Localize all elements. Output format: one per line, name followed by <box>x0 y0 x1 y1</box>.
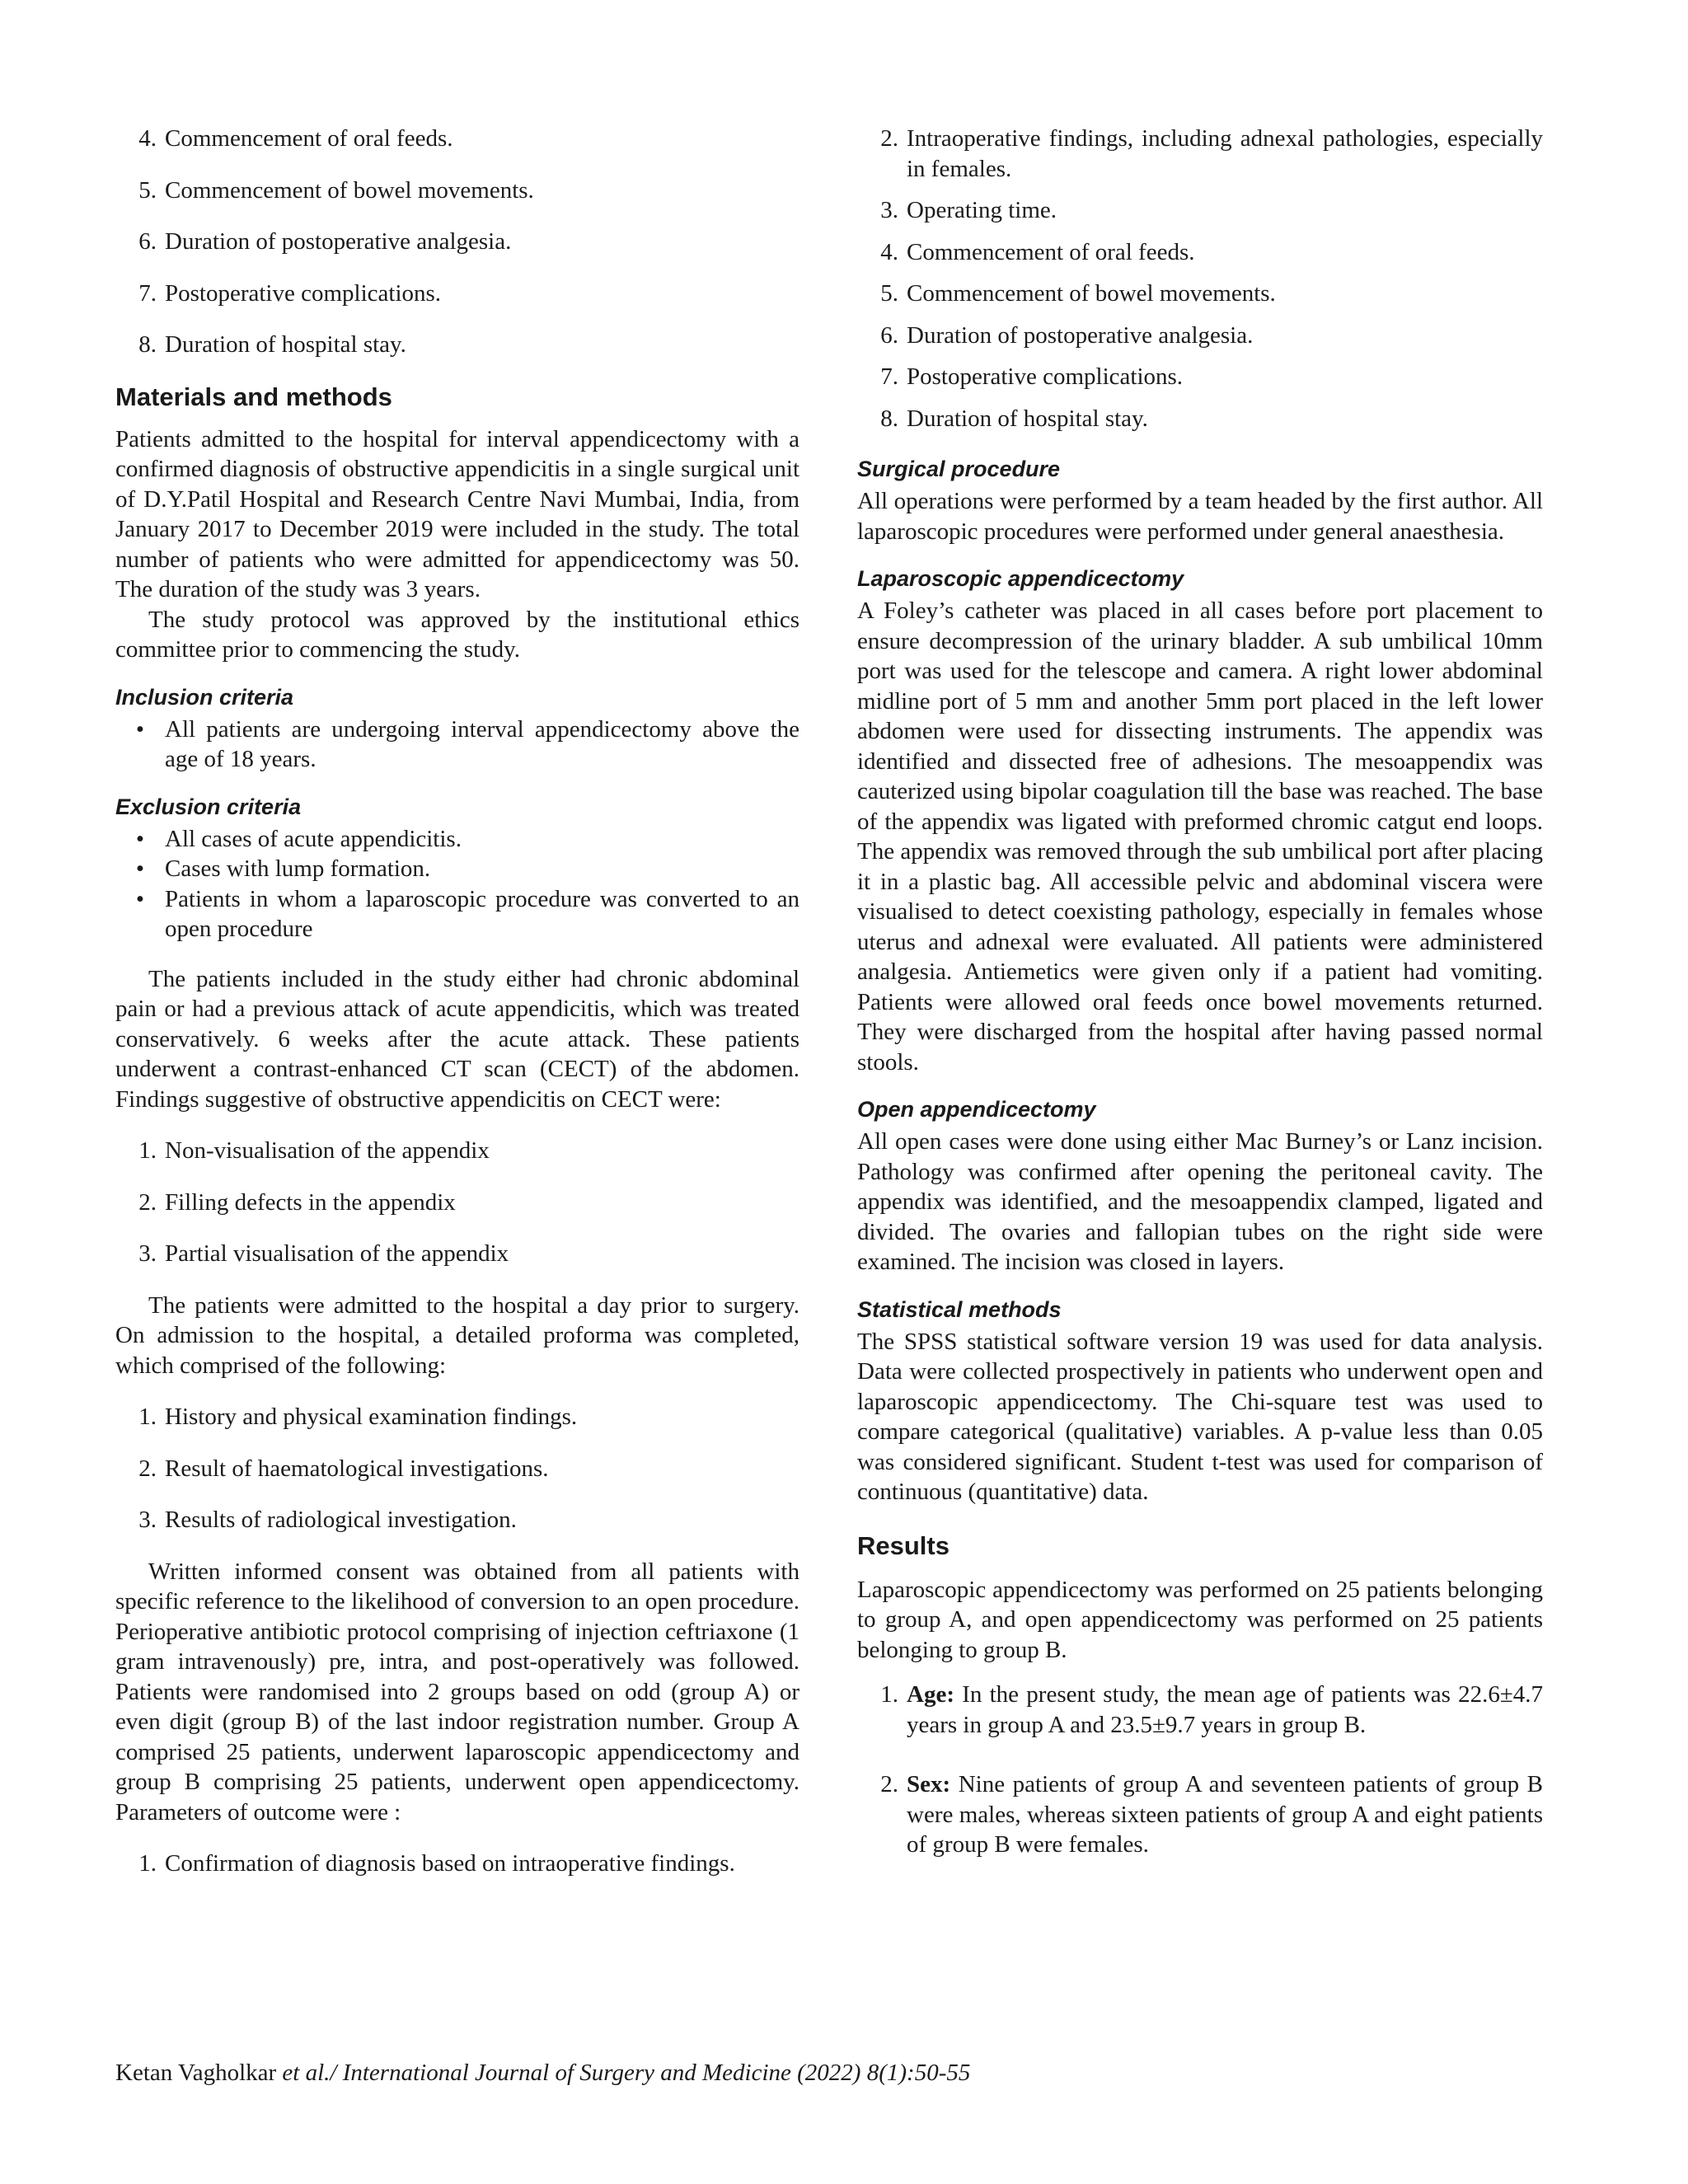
subheading-surgical-procedure: Surgical procedure <box>857 457 1061 481</box>
subheading-laparoscopic: Laparoscopic appendicectomy <box>857 566 1184 591</box>
outcome-list-continued <box>857 124 1543 434</box>
list-item: 7. Postoperative complications. <box>138 279 442 307</box>
proforma-list <box>115 1402 799 1535</box>
list-item: 5. Commencement of bowel movements. <box>880 280 1276 307</box>
list-item: • All cases of acute appendicitis. <box>135 825 462 852</box>
outcome-list <box>115 1849 799 1879</box>
left-column <box>115 124 799 1900</box>
list-item: • All patients are undergoing interval appendicectomy above the age of 18 years. <box>135 715 799 772</box>
outcome-list-continued <box>115 124 799 360</box>
list-item: 8. Duration of hospital stay. <box>880 405 1148 432</box>
ethics-paragraph: The study protocol was approved by the institutional ethics committee prior to commencing the study. <box>115 606 799 663</box>
list-item: 3. Operating time. <box>880 197 1057 223</box>
subheading-open: Open appendicectomy <box>857 1097 1096 1122</box>
exclusion-list <box>115 824 799 944</box>
list-item: 8. Duration of hospital stay. <box>138 331 406 358</box>
results-paragraph: Laparoscopic appendicectomy was performed on 25 patients belonging to group A, and open appendicectomy was performed on 25 patients belonging to group B. <box>857 1576 1543 1663</box>
materials-paragraph: Patients admitted to the hospital for interval appendicectomy with a confirmed diagnosis of obstructive appendicitis in a single surgical unit of D.Y.Patil Hospital and Research Centre Navi Mumbai, India, from January 2017 to December 2019 were included in the study. The total number of patients who were admitted for appendicectomy was 50. The duration of the study was 3 years. <box>115 425 799 602</box>
list-item: 7. Postoperative complications. <box>880 363 1184 390</box>
footer-etal: et al. <box>282 2060 331 2086</box>
list-item: 4. Commencement of oral feeds. <box>138 125 453 152</box>
list-item: 2. Intraoperative findings, including adnexal pathologies, especially in females. <box>880 125 1543 182</box>
list-item: 1. History and physical examination findings. <box>138 1404 578 1430</box>
list-item: 1. Confirmation of diagnosis based on intraoperative findings. <box>138 1850 735 1877</box>
right-column <box>857 124 1543 1860</box>
page-footer <box>115 2058 970 2088</box>
list-item: 2. Filling defects in the appendix <box>138 1188 456 1216</box>
list-item: 1. Non-visualisation of the appendix <box>138 1137 490 1164</box>
section-heading-materials: Materials and methods <box>115 382 392 411</box>
footer-journal: / International Journal of Surgery and Medicine (2022) 8(1):50-55 <box>330 2060 971 2086</box>
admission-paragraph: The patients were admitted to the hospital a day prior to surgery. On admission to the hospital, a detailed proforma was completed, which comprised of the following: <box>115 1291 799 1379</box>
patients-paragraph: The patients included in the study either had chronic abdominal pain or had a previous attack of acute appendicitis, which was treated conservatively. 6 weeks after the acute attack. These patients underwent a contrast-enhanced CT scan (CECT) of the abdomen. Findings suggestive of obstructive appendicitis on CECT were: <box>115 965 799 1113</box>
list-item: 2. Sex: Nine patients of group A and seventeen patients of group B were males, whereas sixteen patients of group A and eight patients of group B were females. <box>880 1771 1544 1858</box>
footer-author: Ketan Vagholkar <box>115 2060 277 2086</box>
subheading-exclusion: Exclusion criteria <box>115 794 302 819</box>
list-item: 5. Commencement of bowel movements. <box>138 176 534 204</box>
statistical-paragraph: The SPSS statistical software version 19 was used for data analysis. Data were collected prospectively in patients who underwent open and laparoscopic appendicectomy. The Chi-square test was used to compare categorical (qualitative) variables. A p-value less than 0.05 was considered significant. Student t-test was used for comparison of continuous (quantitative) data. <box>857 1328 1543 1505</box>
list-item: 6. Duration of postoperative analgesia. <box>880 321 1254 349</box>
subheading-inclusion: Inclusion criteria <box>115 684 294 710</box>
list-item: 2. Result of haematological investigations. <box>138 1455 549 1482</box>
subheading-statistical: Statistical methods <box>857 1296 1062 1322</box>
consent-paragraph: Written informed consent was obtained from all patients with specific reference to the likelihood of conversion to an open procedure. Perioperative antibiotic protocol comprising of injection ceftriaxone (1 gram intravenously) pre, intra, and post-operatively was followed. Patients were randomised into 2 groups based on odd (group A) or even digit (group B) of the last indoor registration number. Group A comprised 25 patients, underwent laparoscopic appendicectomy and group B comprising 25 patients, underwent open appendicectomy. Parameters of outcome were : <box>115 1558 799 1825</box>
list-item: 6. Duration of postoperative analgesia. <box>138 228 512 255</box>
inclusion-list <box>115 715 799 775</box>
list-item: • Cases with lump formation. <box>135 855 431 882</box>
open-paragraph: All open cases were done using either Mac Burney’s or Lanz incision. Pathology was confirmed after opening the peritoneal cavity. The appendix was identified, and the mesoappendix clamped, ligated and divided. The ovaries and fallopian tubes on the right side were examined. The incision was closed in layers. <box>857 1128 1543 1275</box>
list-item: 4. Commencement of oral feeds. <box>880 238 1195 265</box>
list-item: 3. Partial visualisation of the appendix <box>138 1240 509 1267</box>
cect-findings-list <box>115 1136 799 1269</box>
surgical-paragraph: All operations were performed by a team headed by the first author. All laparoscopic procedures were performed under general anaesthesia. <box>857 488 1543 545</box>
list-item: 1. Age: In the present study, the mean age of patients was 22.6±4.7 years in group A and 23.5±9.7 years in group B. <box>880 1681 1544 1738</box>
section-heading-results: Results <box>857 1530 950 1560</box>
list-item: • Patients in whom a laparoscopic procedure was converted to an open procedure <box>135 885 799 942</box>
list-item: 3. Results of radiological investigation. <box>138 1507 517 1533</box>
laparoscopic-paragraph: A Foley’s catheter was placed in all cases before port placement to ensure decompression of the urinary bladder. A sub umbilical 10mm port was used for the telescope and camera. A right lower abdominal midline port of 5 mm and another 5mm port placed in the left lower abdomen were used for dissecting instruments. The appendix was identified and dissected free of adhesions. The mesoappendix was cauterized using bipolar coagulation till the base was reached. The base of the appendix was ligated with preformed chromic catgut end loops. The appendix was removed through the sub umbilical port after placing it in a plastic bag. All accessible pelvic and abdominal viscera were visualised to detect coexisting pathology, especially in females whose uterus and adnexal were evaluated. All patients were administered analgesia. Antiemetics were given only if a patient had vomiting. Patients were allowed oral feeds once bowel movements returned. They were discharged from the hospital after having passed normal stools. <box>857 598 1543 1076</box>
results-list <box>857 1680 1543 1860</box>
